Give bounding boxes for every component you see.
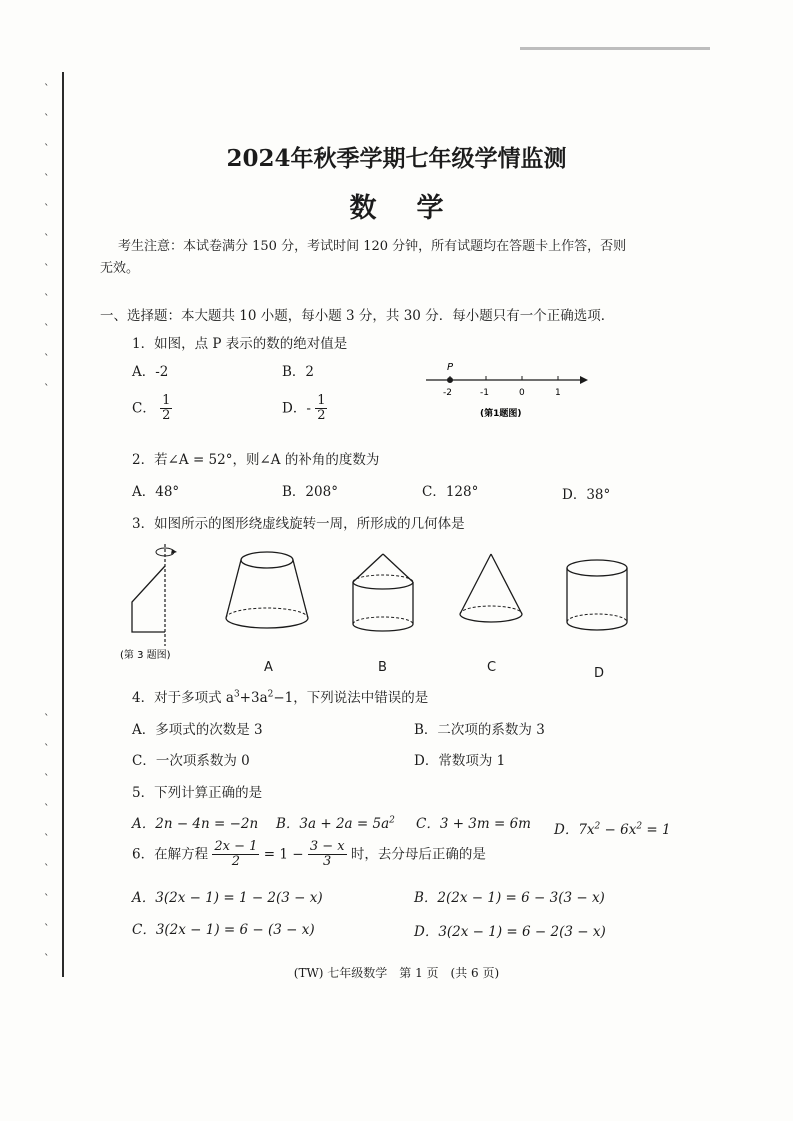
- margin-mark: `: [44, 352, 50, 365]
- margin-mark: `: [44, 892, 50, 905]
- margin-mark: `: [44, 772, 50, 785]
- tick-label: -1: [480, 388, 489, 398]
- number-line-arrow-icon: [580, 376, 588, 384]
- point-p-dot: [447, 377, 453, 383]
- margin-mark: `: [44, 82, 50, 95]
- exam-title: 2024年秋季学期七年级学情监测: [226, 145, 567, 172]
- q6-option-d: D．3(2x − 1) = 6 − 2(3 − x): [414, 924, 606, 940]
- q3-label-d: D: [594, 666, 605, 681]
- q3-option-b-cone-cylinder: [348, 552, 418, 642]
- fraction: $\frac{3 - x}{3}$: [309, 839, 345, 870]
- fraction: $\frac{1}{2}$: [317, 393, 326, 424]
- margin-mark: `: [44, 232, 50, 245]
- margin-mark: `: [44, 142, 50, 155]
- q1-option-d: D．- $\frac{1}{2}$: [282, 393, 326, 424]
- q4-option-b: B．二次项的系数为 3: [414, 722, 545, 738]
- scan-edge-artifact: [520, 47, 710, 50]
- margin-mark: `: [44, 382, 50, 395]
- point-p-label: P: [447, 362, 454, 373]
- q6-option-b: B．2(2x − 1) = 6 − 3(3 − x): [414, 890, 605, 906]
- margin-mark: `: [44, 262, 50, 275]
- fraction: $\frac{1}{2}$: [162, 393, 171, 424]
- q5-option-c: C．3 + 3m = 6m: [416, 816, 531, 832]
- page-footer: (TW) 七年级数学 第 1 页 (共 6 页): [293, 966, 500, 980]
- q1-option-a: A．-2: [132, 364, 169, 380]
- margin-mark: `: [44, 202, 50, 215]
- q3-label-b: B: [378, 660, 387, 675]
- margin-mark: `: [44, 292, 50, 305]
- margin-mark: `: [44, 112, 50, 125]
- q6-stem: 6．在解方程 $\frac{2x - 1}{2}$ = 1 − $\frac{3 - x}{3}$ 时，去分母后正确的是: [132, 839, 486, 870]
- margin-mark: `: [44, 832, 50, 845]
- margin-mark: `: [44, 172, 50, 185]
- q6-option-c: C．3(2x − 1) = 6 − (3 − x): [132, 922, 315, 938]
- subject-title: 数学: [349, 193, 484, 224]
- q1-figure-caption: (第1题图): [480, 409, 522, 419]
- q6-option-a: A．3(2x − 1) = 1 − 2(3 − x): [132, 890, 323, 906]
- q5-option-a: A．2n − 4n = −2n: [132, 816, 259, 832]
- margin-mark: `: [44, 952, 50, 965]
- q5-option-b: B．$3a + 2a = 5a^2$: [276, 815, 395, 832]
- q2-stem: 2．若∠A = 52°，则∠A 的补角的度数为: [132, 452, 380, 468]
- notice-line-2: 无效。: [100, 261, 140, 276]
- q3-option-d-cylinder: [562, 556, 632, 640]
- q4-option-c: C．一次项系数为 0: [132, 753, 250, 769]
- q1-option-c: C． $\frac{1}{2}$: [132, 393, 171, 424]
- notice-line-1: 考生注意：本试卷满分 150 分，考试时间 120 分钟，所有试题均在答题卡上作答，否则: [118, 239, 627, 254]
- q4-option-d: D．常数项为 1: [414, 753, 506, 769]
- rotated-shape: [132, 566, 165, 632]
- margin-mark: `: [44, 862, 50, 875]
- q3-figure-caption: (第 3 题图): [120, 650, 171, 660]
- q3-stem: 3．如图所示的图形绕虚线旋转一周，所形成的几何体是: [132, 516, 465, 532]
- tick-label: 1: [555, 388, 561, 398]
- margin-mark: `: [44, 712, 50, 725]
- q2-option-d: D．38°: [562, 487, 611, 503]
- q4-stem: 4．对于多项式 $a^3+3a^2-1$，下列说法中错误的是: [132, 689, 429, 706]
- margin-mark: `: [44, 742, 50, 755]
- margin-mark: `: [44, 322, 50, 335]
- q3-label-a: A: [264, 660, 273, 675]
- tick-label: 0: [519, 388, 525, 398]
- q3-rotation-figure: [120, 540, 190, 660]
- q5-stem: 5．下列计算正确的是: [132, 785, 263, 801]
- q2-option-b: B．208°: [282, 484, 338, 500]
- q1-option-b: B．2: [282, 364, 315, 380]
- q2-option-a: A．48°: [132, 484, 180, 500]
- q3-option-a-frustum: [220, 548, 315, 638]
- q2-option-c: C．128°: [422, 484, 479, 500]
- q1-number-line-figure: [420, 356, 590, 422]
- section-heading: 一、选择题：本大题共 10 小题，每小题 3 分，共 30 分．每小题只有一个正确选项．: [100, 308, 615, 324]
- q3-option-c-cone: [456, 552, 526, 632]
- margin-mark: `: [44, 802, 50, 815]
- q1-stem: 1．如图，点 P 表示的数的绝对值是: [132, 336, 348, 352]
- q3-label-c: C: [487, 660, 497, 675]
- fraction: $\frac{2x - 1}{2}$: [214, 839, 258, 870]
- tick-label: -2: [443, 388, 452, 398]
- margin-mark: `: [44, 922, 50, 935]
- q4-option-a: A．多项式的次数是 3: [132, 722, 263, 738]
- q5-option-d: D．$7x^2 - 6x^2 = 1$: [554, 821, 671, 838]
